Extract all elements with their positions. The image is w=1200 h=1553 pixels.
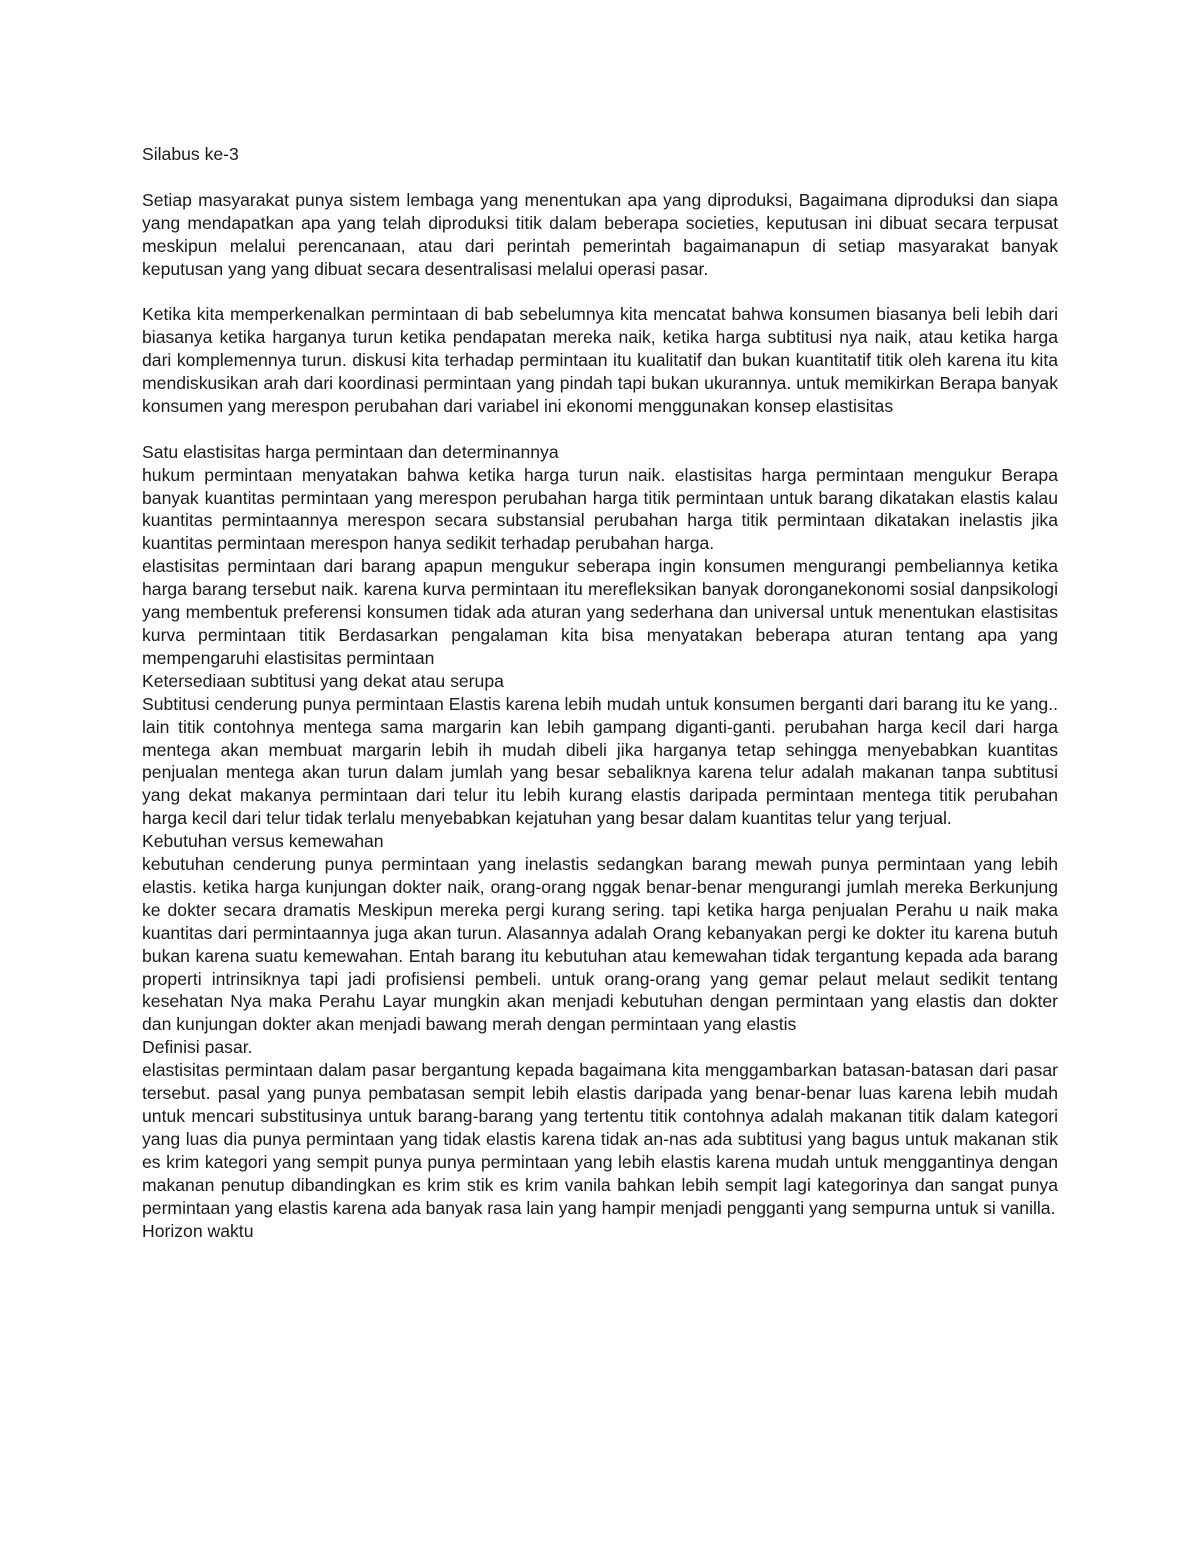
paragraph-demand-review: Ketika kita memperkenalkan permintaan di bab sebelumnya kita mencatat bahwa konsumen biasanya beli lebih dari biasanya ketika harganya turun ketika pendapatan mereka naik, ketika harga subtitusi nya naik, atau ketika harga dari komplemennya turun. diskusi kita terhadap permintaan itu kualitatif dan bukan kuantitatif titik oleh karena itu kita mendiskusikan arah dari koordinasi permintaan yang pindah tapi bukan ukurannya. untuk memikirkan Berapa banyak konsumen yang merespon perubahan dari variabel ini ekonomi menggunakan konsep elastisitas <box>142 304 1058 416</box>
paragraph-elasticity-rules: elastisitas permintaan dari barang apapun mengukur seberapa ingin konsumen mengurangi pembeliannya ketika harga barang tersebut naik. karena kurva permintaan itu merefleksikan banyak doronganekonomi sosial danpsikologi yang membentuk preferensi konsumen tidak ada aturan yang sederhana dan universal untuk menentukan elastisitas kurva permintaan titik Berdasarkan pengalaman kita bisa menyatakan beberapa aturan tentang apa yang mempengaruhi elastisitas permintaan <box>142 556 1058 668</box>
paragraph-intro: Setiap masyarakat punya sistem lembaga yang menentukan apa yang diproduksi, Bagaimana diproduksi dan siapa yang mendapatkan apa yang telah diproduksi titik dalam beberapa societies, keputusan ini dibuat secara terpusat meskipun melalui perencanaan, atau dari perintah pemerintah bagaimanapun di setiap masyarakat banyak keputusan yang yang dibuat secara desentralisasi melalui operasi pasar. <box>142 189 1058 279</box>
paragraph-market-definition: elastisitas permintaan dalam pasar bergantung kepada bagaimana kita menggambarkan batasan-batasan dari pasar tersebut. pasal yang punya pembatasan sempit lebih elastis daripada yang benar-benar luas karena lebih mudah untuk mencari substitusinya untuk barang-barang yang tertentu titik contohnya adalah makanan titik dalam kategori yang luas dia punya permintaan yang tidak elastis karena tidak an-nas ada subtitusi yang bagus untuk makanan stik es krim kategori yang sempit punya punya permintaan yang lebih elastis karena mudah untuk menggantinya dengan makanan penutup dibandingkan es krim stik es krim vanila bahkan lebih sempit lagi kategorinya dan sangat punya permintaan yang elastis karena ada banyak rasa lain yang hampir menjadi pengganti yang sempurna untuk si vanilla. <box>142 1060 1058 1218</box>
paragraph-substitutes: Subtitusi cenderung punya permintaan Elastis karena lebih mudah untuk konsumen berganti dari barang itu ke yang.. lain titik contohnya mentega sama margarin kan lebih gampang diganti-ganti. perubahan harga kecil dari harga mentega akan membuat margarin lebih ih mudah dibeli jika harganya tetap sehingga menyebabkan kuantitas penjualan mentega akan turun dalam jumlah yang besar sebaliknya karena telur adalah makanan tanpa subtitusi yang dekat makanya permintaan dari telur itu lebih kurang elastis daripada permintaan mentega titik perubahan harga kecil dari telur tidak terlalu menyebabkan kejatuhan yang besar dalam kuantitas telur yang terjual. <box>142 693 1058 829</box>
section-heading-substitutes: Ketersediaan subtitusi yang dekat atau serupa <box>142 670 504 691</box>
section-heading-necessities-luxuries: Kebutuhan versus kemewahan <box>142 831 384 852</box>
section-heading-price-elasticity: Satu elastisitas harga permintaan dan determinannya <box>142 441 559 462</box>
section-heading-time-horizon: Horizon waktu <box>142 1220 254 1241</box>
paragraph-law-of-demand: hukum permintaan menyatakan bahwa ketika harga turun naik. elastisitas harga permintaan mengukur Berapa banyak kuantitas permintaan yang merespon perubahan harga titik permintaan untuk barang dikatakan elastis kalau kuantitas permintaannya merespon secara substansial perubahan harga titik permintaan dikatakan inelastis jika kuantitas permintaan merespon hanya sedikit terhadap perubahan harga. <box>142 464 1058 554</box>
paragraph-necessities-luxuries: kebutuhan cenderung punya permintaan yang inelastis sedangkan barang mewah punya permintaan yang lebih elastis. ketika harga kunjungan dokter naik, orang-orang nggak benar-benar mengurangi jumlah mereka Berkunjung ke dokter secara dramatis Meskipun mereka pergi kurang sering. tapi ketika harga penjualan Perahu u naik maka kuantitas dari permintaannya juga akan turun. Alasannya adalah Orang kebanyakan pergi ke dokter itu karena butuh bukan karena suatu kemewahan. Entah barang itu kebutuhan atau kemewahan tidak tergantung kepada ada barang properti intrinsiknya tapi jadi profisiensi pembeli. untuk orang-orang yang gemar pelaut melaut sedikit tentang kesehatan Nya maka Perahu Layar mungkin akan menjadi kebutuhan dengan permintaan yang elastis dan dokter dan kunjungan dokter akan menjadi bawang merah dengan permintaan yang elastis <box>142 854 1058 1035</box>
document-title: Silabus ke-3 <box>142 144 239 164</box>
document-body <box>142 143 1058 1242</box>
section-heading-market-definition: Definisi pasar. <box>142 1037 253 1058</box>
